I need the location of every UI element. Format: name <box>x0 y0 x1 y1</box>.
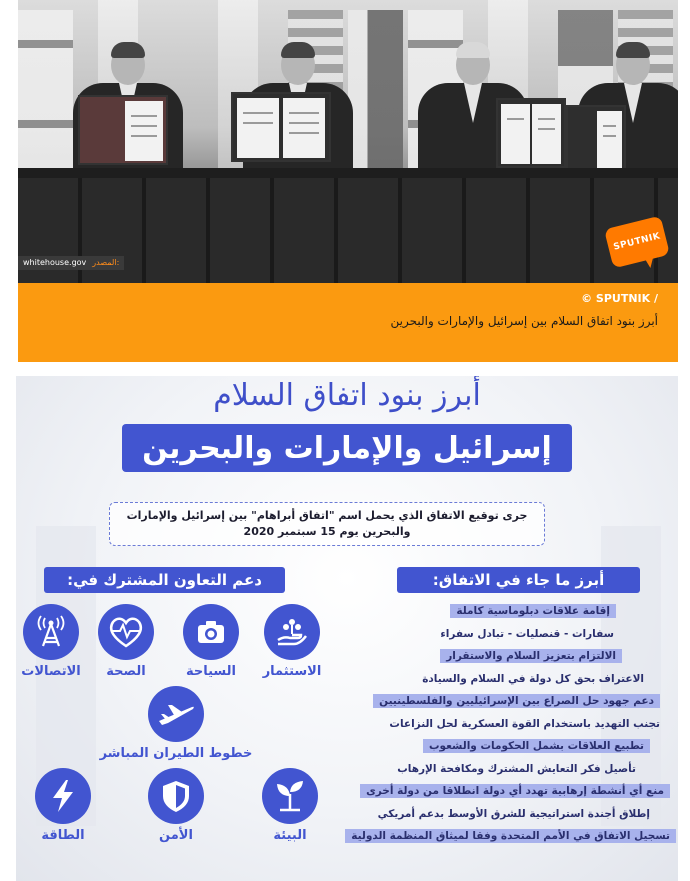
sector-aviation <box>86 686 266 761</box>
caption-title[interactable]: أبرز بنود اتفاق السلام بين إسرائيل والإمارات والبحرين <box>390 314 658 328</box>
sector-health <box>91 604 161 679</box>
sector-label: السياحة <box>185 664 236 679</box>
term-item: سفارات - قنصليات - تبادل سفراء <box>440 628 614 640</box>
photo-source <box>18 256 124 270</box>
sector-telecom <box>16 604 86 679</box>
agreement-header: أبرز ما جاء في الاتفاق: <box>397 567 640 593</box>
signed-document <box>231 92 331 162</box>
intro-text: جرى توقيع الاتفاق الذي يحمل اسم "اتفاق أبراهام" بين إسرائيل والإمارات والبحرين يوم 15 سبتمبر 2020 <box>109 502 545 546</box>
term-item: تطبيع العلاقات بشمل الحكومات والشعوب <box>423 739 650 753</box>
term-item: إطلاق أجندة استراتيجية للشرق الأوسط بدعم أمريكي <box>377 808 650 820</box>
sector-label: الصحة <box>106 664 146 679</box>
sector-environment <box>255 768 325 843</box>
sector-investment <box>257 604 327 679</box>
term-item: الالتزام بتعزيز السلام والاستقرار <box>440 649 622 663</box>
airplane-icon <box>148 686 204 742</box>
term-item: تسجيل الاتفاق في الأمم المتحدة وفقا لميثاق المنظمة الدولية <box>345 829 676 843</box>
flag <box>18 10 73 180</box>
infographic-title: أبرز بنود اتفاق السلام <box>213 378 481 413</box>
news-card[interactable] <box>18 0 678 362</box>
term-item: منع أي أنشطة إرهابية تهدد أي دولة انطلاقا من دولة أخرى <box>360 784 670 798</box>
source-label: المصدر: <box>92 258 120 267</box>
infographic-subtitle: إسرائيل والإمارات والبحرين <box>142 430 552 466</box>
shield-icon <box>148 768 204 824</box>
term-item: الاعتراف بحق كل دولة في السلام والسيادة <box>422 673 644 685</box>
sector-label: الأمن <box>159 828 193 843</box>
sector-security <box>141 768 211 843</box>
term-item: تجنب التهديد باستخدام القوة العسكرية لحل النزاعات <box>389 718 660 730</box>
lightning-icon <box>35 768 91 824</box>
antenna-icon <box>23 604 79 660</box>
signed-document <box>566 105 626 175</box>
sprout-icon <box>262 768 318 824</box>
source-site[interactable]: whitehouse.gov <box>23 258 87 267</box>
signing-table <box>18 168 678 178</box>
sector-label: الاتصالات <box>21 664 81 679</box>
signing-ceremony-photo[interactable] <box>18 0 678 283</box>
hand-plant-icon <box>264 604 320 660</box>
signed-document <box>496 98 566 168</box>
sector-energy <box>28 768 98 843</box>
sputnik-logo <box>608 222 666 272</box>
term-item: دعم جهود حل الصراع بين الإسرائيليين والفلسطينيين <box>373 694 660 708</box>
term-item: تأصيل فكر التعايش المشترك ومكافحة الإرهاب <box>397 763 636 775</box>
sector-label: الطاقة <box>41 828 85 843</box>
sector-label: البيئة <box>273 828 307 843</box>
camera-icon <box>183 604 239 660</box>
heart-pulse-icon <box>98 604 154 660</box>
flag <box>348 10 403 180</box>
signed-document <box>78 95 168 165</box>
sector-tourism <box>176 604 246 679</box>
infographic <box>16 376 678 881</box>
cooperation-header: دعم التعاون المشترك في: <box>44 567 285 593</box>
term-item: إقامة علاقات دبلوماسية كاملة <box>450 604 616 618</box>
sputnik-logo-text: SPUTNIK <box>612 231 662 253</box>
copyright-text: © SPUTNIK / <box>581 292 658 305</box>
sector-label: الاستثمار <box>262 664 322 679</box>
caption-bar <box>18 283 678 362</box>
sector-label: خطوط الطيران المباشر <box>99 746 253 761</box>
infographic-subtitle-box <box>122 424 572 472</box>
